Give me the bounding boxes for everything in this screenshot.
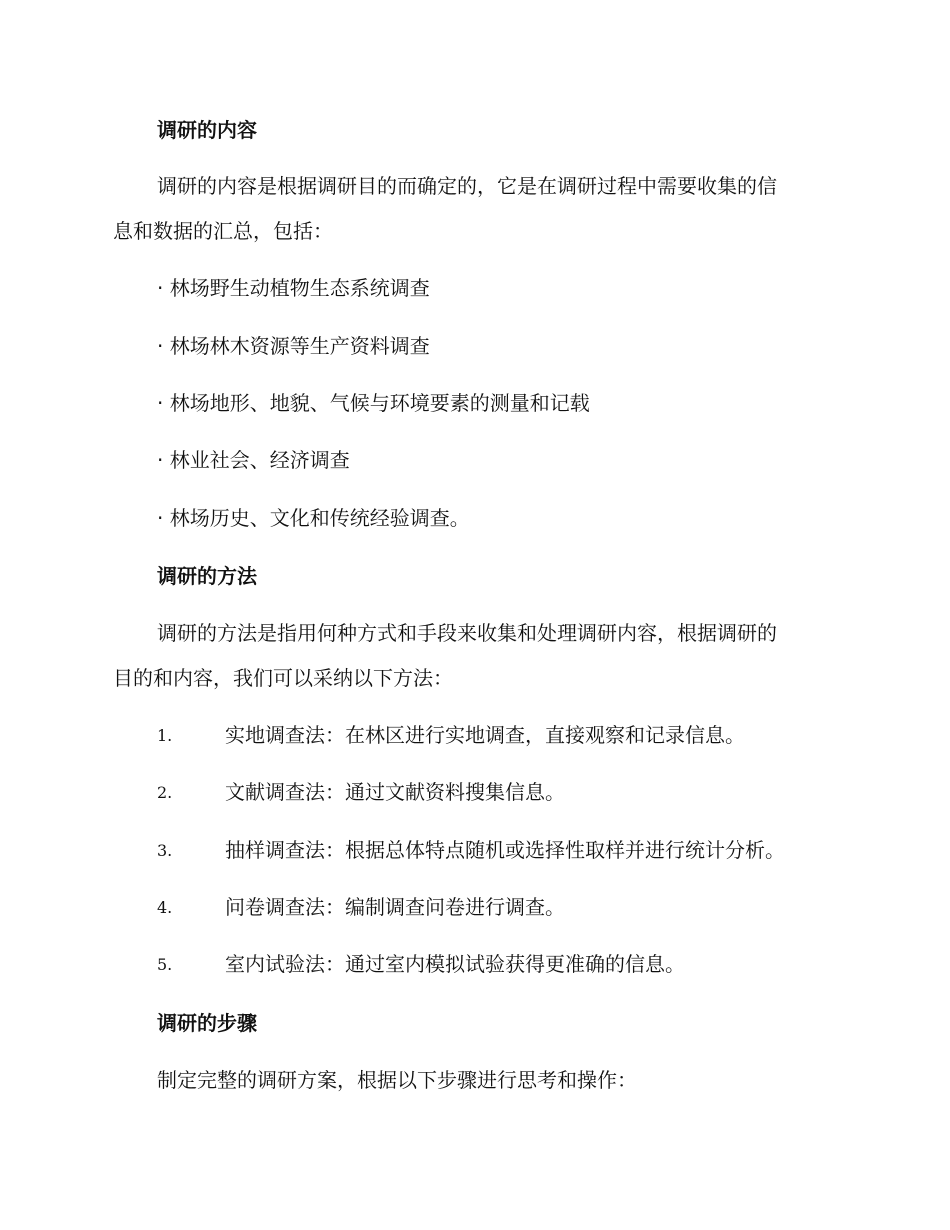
method-item-number: 4. bbox=[157, 898, 173, 917]
content-paragraph-line-1: 调研的内容是根据调研目的而确定的，它是在调研过程中需要收集的信 bbox=[157, 174, 777, 198]
section-heading-method: 调研的方法 bbox=[157, 564, 257, 588]
method-item-text: 文献调查法：通过文献资料搜集信息。 bbox=[225, 780, 565, 804]
method-item-text: 室内试验法：通过室内模拟试验获得更准确的信息。 bbox=[225, 952, 685, 976]
steps-paragraph-line-1: 制定完整的调研方案，根据以下步骤进行思考和操作： bbox=[157, 1068, 637, 1092]
method-item-number: 5. bbox=[157, 955, 173, 974]
content-bullet-item: · 林场历史、文化和传统经验调查。 bbox=[157, 506, 470, 530]
method-paragraph-line-1: 调研的方法是指用何种方式和手段来收集和处理调研内容，根据调研的 bbox=[157, 621, 777, 645]
method-item-number: 3. bbox=[157, 841, 173, 860]
method-item-text: 问卷调查法：编制调查问卷进行调查。 bbox=[225, 895, 565, 919]
content-paragraph-line-2: 息和数据的汇总，包括： bbox=[113, 219, 333, 243]
content-bullet-item: · 林场林木资源等生产资料调查 bbox=[157, 334, 430, 358]
method-item-text: 抽样调查法：根据总体特点随机或选择性取样并进行统计分析。 bbox=[225, 838, 785, 862]
section-heading-steps: 调研的步骤 bbox=[157, 1011, 257, 1035]
method-item-number: 2. bbox=[157, 783, 173, 802]
method-item-number: 1. bbox=[157, 726, 173, 745]
method-item-text: 实地调查法：在林区进行实地调查，直接观察和记录信息。 bbox=[225, 723, 745, 747]
content-bullet-item: · 林场地形、地貌、气候与环境要素的测量和记载 bbox=[157, 391, 590, 415]
content-bullet-item: · 林场野生动植物生态系统调查 bbox=[157, 276, 430, 300]
section-heading-content: 调研的内容 bbox=[157, 118, 257, 142]
content-bullet-item: · 林业社会、经济调查 bbox=[157, 448, 350, 472]
method-paragraph-line-2: 目的和内容，我们可以采纳以下方法： bbox=[113, 666, 453, 690]
